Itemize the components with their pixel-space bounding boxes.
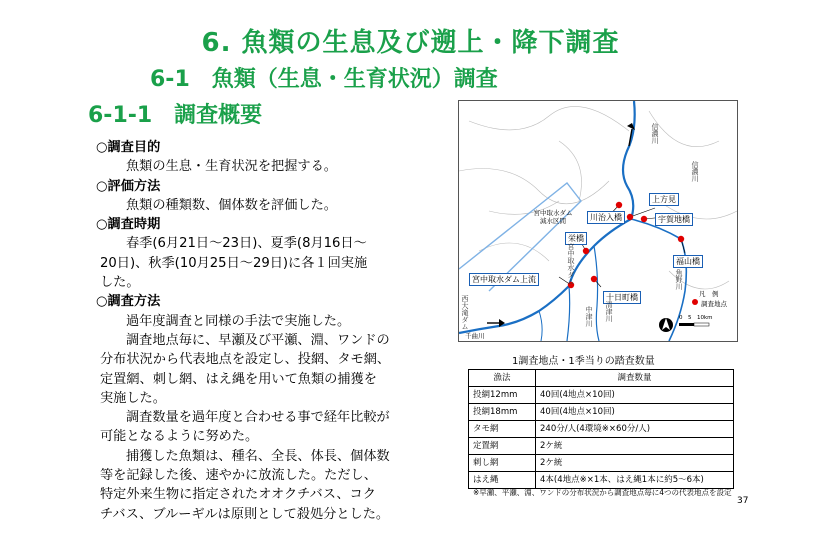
legend-title: 凡 例 [699, 290, 719, 298]
period-text-2: 20日)、秋季(10月25日～29日)に各１回実施 [100, 255, 368, 271]
method-text-10: 特定外来生物に指定されたオオクチバス、コク [100, 487, 376, 503]
table-header-row [469, 370, 734, 387]
table-row [469, 472, 734, 489]
method-text-7: 可能となるように努めた。 [100, 429, 259, 445]
table-cell: 40回(4地点×10回) [536, 404, 734, 421]
purpose-heading: ○調査目的 [96, 140, 161, 155]
method-text-8: 捕獲した魚類は、種名、全長、体長、個体数 [126, 448, 390, 464]
label-takabashi: 栄橋 [565, 232, 587, 245]
body-text [96, 138, 456, 524]
method-text-2: 調査地点毎に、早瀬及び平瀬、淵、ワンドの [126, 332, 390, 348]
label-jugou: 十日町橋 [603, 291, 641, 304]
label-miyanaka-river: 宮中取水ダム [567, 243, 575, 285]
period-heading: ○調査時期 [96, 217, 161, 233]
method-text-1: 過年度調査と同様の手法で実施した。 [126, 313, 351, 329]
survey-map [458, 100, 738, 342]
method-text-3: 分布状況から代表地点を設定し、投網、タモ網、 [100, 352, 391, 368]
subsection-title: 6-1 魚類（生息・生育状況）調査 [150, 67, 498, 92]
label-uono: 魚野川 [675, 269, 683, 290]
table-cell: はえ縄 [469, 472, 536, 489]
method-text-5: 実施した。 [100, 390, 166, 406]
table-cell: 刺し網 [469, 455, 536, 472]
table-cell: 40回(4地点×10回) [536, 387, 734, 404]
label-kamikata: 上方見 [649, 193, 679, 206]
method-heading: ○調査方法 [96, 294, 161, 310]
table-cell: 2ケ統 [536, 438, 734, 455]
method-text-6: 調査数量を過年度と合わせる事で経年比較が [126, 410, 390, 426]
table-cell: 240分/人(4環境※×60分/人) [536, 421, 734, 438]
section-title: 6-1-1 調査概要 [88, 103, 263, 128]
label-miyanaka: 宮中取水ダム上流 [469, 273, 539, 286]
table-header: 調査数量 [536, 370, 734, 387]
table-cell: タモ網 [469, 421, 536, 438]
purpose-text: 魚類の生息・生育状況を把握する。 [126, 159, 337, 175]
page-title: 6. 魚類の生息及び遡上・降下調査 [201, 28, 620, 58]
label-dam-note: 宮中取水ダム 減水区間 [533, 209, 573, 225]
table-row [469, 421, 734, 438]
table-cell: 投網12mm [469, 387, 536, 404]
table-header: 漁法 [469, 370, 536, 387]
table-cell: 定置網 [469, 438, 536, 455]
table-caption: 1調査地点・1季当りの踏査数量 [512, 356, 655, 367]
table-cell: 4本(4地点※×1本、はえ縄1本に約5～6本) [536, 472, 734, 489]
label-kawaichi: 川治入橋 [587, 211, 625, 224]
label-shinano-right: 信濃川 [691, 161, 699, 182]
method-text-4: 定置網、刺し網、はえ縄を用いて魚類の捕獲を [100, 371, 377, 387]
survey-quantity-table [468, 369, 734, 489]
table-note: ※早瀬、平瀬、淵、ワンドの分布状況から調査地点毎に4つの代表地点を設定 [473, 488, 732, 497]
label-ugo: 宇賀地橋 [655, 213, 693, 226]
page-number: 37 [737, 496, 749, 506]
table-row [469, 387, 734, 404]
table-row [469, 438, 734, 455]
label-river-bottom: 千曲川 [465, 332, 485, 340]
evaluation-text: 魚類の種類数、個体数を評価した。 [126, 197, 337, 213]
table-row [469, 404, 734, 421]
label-river-left: 西大滝ダム [461, 295, 469, 330]
label-fukakawa: 福山橋 [673, 255, 703, 268]
legend-item: 調査地点 [701, 300, 727, 308]
method-text-9: 等を記録した後、速やかに放流した。ただし、 [100, 468, 377, 484]
table-cell: 2ケ統 [536, 455, 734, 472]
label-kyouzuka: 信濃川 [651, 123, 659, 144]
evaluation-heading: ○評価方法 [96, 178, 161, 194]
label-nakatsu: 中津川 [585, 306, 593, 327]
table-row [469, 455, 734, 472]
scale-label: 0 5 10km [679, 315, 713, 321]
method-text-11: チバス、ブルーギルは原則として殺処分とした。 [100, 506, 390, 522]
period-text-3: した。 [100, 275, 140, 291]
table-cell: 投網18mm [469, 404, 536, 421]
period-text-1: 春季(6月21日～23日)、夏季(8月16日～ [126, 236, 367, 252]
label-kiyotsu: 清津川 [605, 301, 613, 322]
